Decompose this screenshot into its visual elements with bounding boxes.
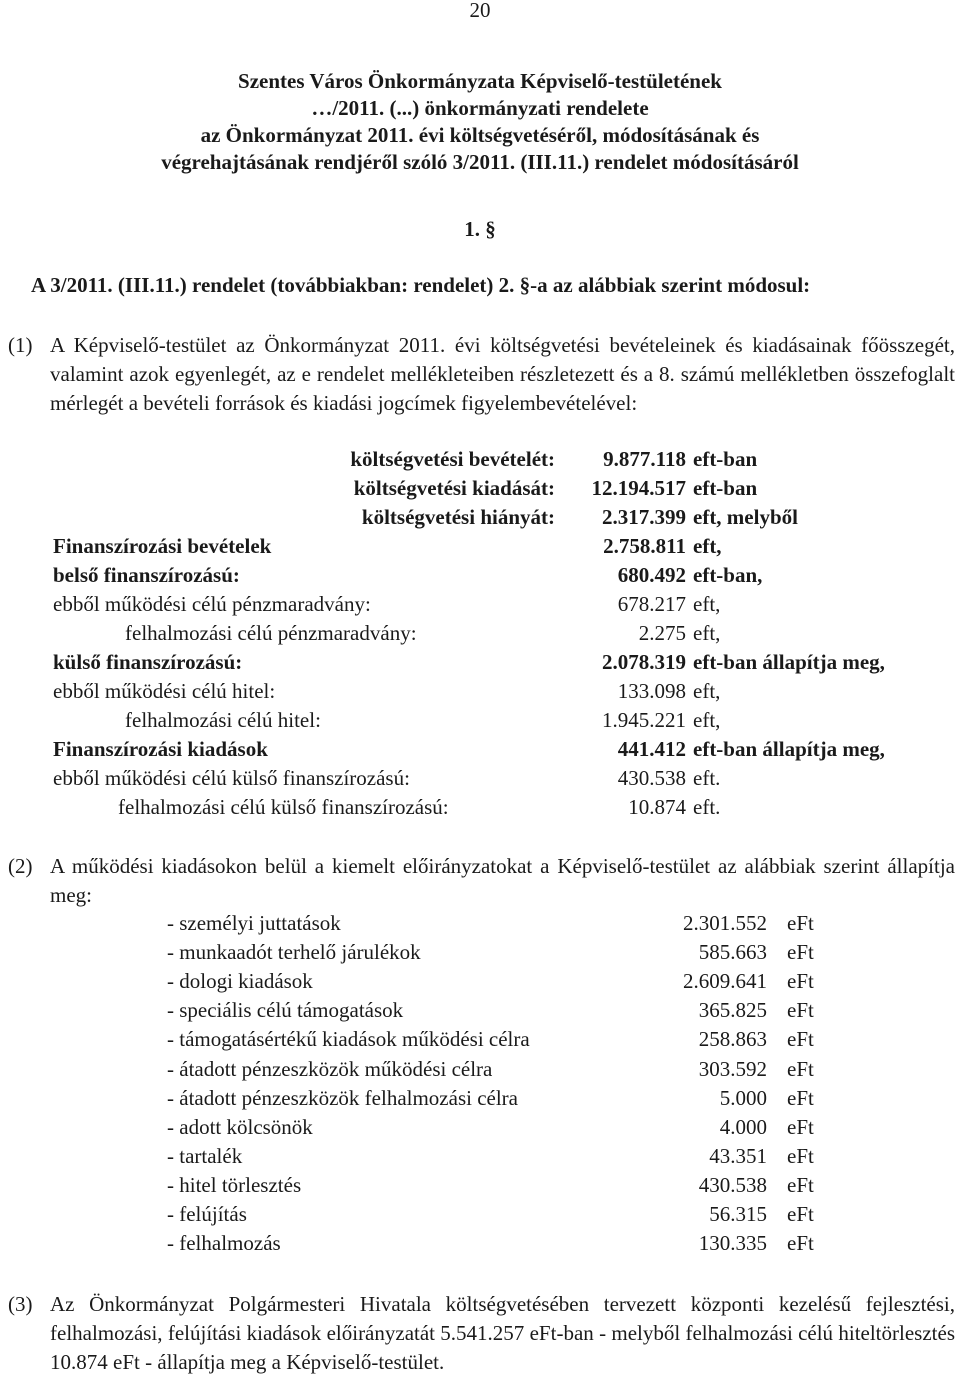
financing-unit: eft.: [693, 766, 721, 790]
financing-row: [0, 735, 960, 764]
appropriation-value: 2.301.552: [683, 911, 767, 935]
paragraph-1-number: (1): [8, 333, 33, 357]
appropriation-value: 4.000: [719, 1114, 767, 1139]
budget-label: költségvetési bevételét:: [350, 447, 555, 471]
financing-unit: eft,: [693, 621, 721, 645]
appropriation-value: 430.538: [698, 1172, 767, 1197]
appropriation-row: [0, 967, 960, 996]
appropriation-unit: eFt: [787, 1085, 814, 1110]
financing-row: [0, 561, 960, 590]
appropriation-value: 130.335: [698, 1231, 767, 1256]
financing-value: 133.098: [617, 679, 686, 703]
financing-unit: eft,: [693, 534, 722, 558]
financing-value: 678.217: [617, 592, 686, 616]
financing-row: [0, 677, 960, 706]
appropriation-label: - támogatásértékű kiadások működési célra: [167, 1027, 530, 1052]
financing-row: [0, 590, 960, 619]
financing-row: [0, 648, 960, 677]
appropriation-row: [0, 909, 960, 938]
financing-value: 680.492: [617, 563, 686, 587]
financing-value: 2.275: [638, 621, 686, 645]
appropriation-row: [0, 996, 960, 1025]
financing-value: 430.538: [617, 766, 686, 790]
appropriation-value: 303.592: [698, 1056, 767, 1081]
budget-value: 9.877.118: [603, 447, 686, 471]
financing-label: ebből működési célú hitel:: [53, 679, 276, 703]
appropriation-value: 258.863: [698, 1027, 767, 1052]
budget-label: költségvetési kiadását:: [353, 476, 555, 500]
appropriation-value: 5.000: [719, 1085, 767, 1110]
appropriation-row: [0, 1142, 960, 1171]
budget-unit: eft-ban: [693, 476, 758, 500]
financing-unit: eft-ban,: [693, 563, 763, 587]
financing-row: [0, 706, 960, 735]
appropriation-value: 365.825: [698, 998, 767, 1023]
appropriation-unit: eFt: [787, 1027, 814, 1052]
intro-sentence: A 3/2011. (III.11.) rendelet (továbbiakban: rendelet) 2. §-a az alábbiak szerint módosul:: [31, 273, 811, 297]
financing-label: Finanszírozási kiadások: [53, 737, 268, 761]
financing-unit: eft,: [693, 708, 721, 732]
financing-label: felhalmozási célú pénzmaradvány:: [125, 621, 417, 645]
paragraph-3-text: Az Önkormányzat Polgármesteri Hivatala költségvetésében tervezett központi kezelésű fejlesztési, felhalmozási, felújítási kiadások előirányzatát 5.541.257 eFt-ban - melyből felhalmozási célú hiteltörlesztés 10.874 eFt - állapítja meg a Képviselő-testület.: [50, 1292, 955, 1374]
budget-row: [0, 445, 960, 474]
title-line-3: az Önkormányzat 2011. évi költségvetéséről, módosításának és: [200, 123, 760, 147]
appropriation-value: 56.315: [709, 1202, 767, 1226]
financing-row: [0, 619, 960, 648]
appropriation-label: - tartalék: [167, 1143, 243, 1168]
paragraph-2-number: (2): [8, 854, 33, 878]
budget-value: 2.317.399: [602, 505, 686, 529]
appropriation-value: 43.351: [709, 1143, 767, 1168]
financing-label: külső finanszírozású:: [53, 650, 243, 674]
title-line-1: Szentes Város Önkormányzata Képviselő-testületének: [238, 69, 722, 93]
financing-value: 441.412: [617, 737, 686, 761]
budget-unit: eft-ban: [693, 447, 758, 471]
financing-row: [0, 532, 960, 561]
appropriation-row: [0, 1025, 960, 1054]
appropriation-label: - felhalmozás: [167, 1231, 281, 1256]
appropriation-row: [0, 1200, 960, 1229]
appropriation-unit: eFt: [787, 1114, 814, 1139]
financing-value: 2.758.811: [603, 534, 686, 558]
financing-label: Finanszírozási bevételek: [53, 534, 272, 558]
appropriation-unit: eFt: [787, 1143, 814, 1168]
appropriation-label: - átadott pénzeszközök felhalmozási célra: [167, 1085, 518, 1110]
appropriation-unit: eFt: [787, 1056, 814, 1081]
financing-row: [0, 793, 960, 822]
financing-value: 1.945.221: [602, 708, 686, 732]
appropriation-unit: eFt: [787, 969, 814, 994]
appropriation-row: [0, 938, 960, 967]
appropriation-label: - dologi kiadások: [167, 969, 313, 994]
financing-row: [0, 764, 960, 793]
appropriation-unit: eFt: [787, 998, 814, 1023]
appropriation-unit: eFt: [787, 1172, 814, 1197]
financing-label: felhalmozási célú külső finanszírozású:: [118, 795, 449, 819]
budget-label: költségvetési hiányát:: [361, 505, 555, 529]
appropriation-unit: eFt: [787, 1231, 814, 1256]
financing-unit: eft,: [693, 592, 721, 616]
appropriation-row: [0, 1055, 960, 1084]
financing-unit: eft.: [693, 795, 721, 819]
appropriation-label: - személyi juttatások: [167, 911, 341, 935]
title-line-4: végrehajtásának rendjéről szóló 3/2011. (III.11.) rendelet módosításáról: [161, 150, 799, 174]
appropriation-unit: eFt: [787, 911, 814, 935]
appropriation-label: - átadott pénzeszközök működési célra: [167, 1056, 493, 1081]
appropriation-row: [0, 1171, 960, 1200]
appropriation-label: - hitel törlesztés: [167, 1172, 302, 1197]
appropriation-unit: eFt: [787, 1202, 814, 1226]
budget-value: 12.194.517: [591, 476, 686, 500]
paragraph-1-text: A Képviselő-testület az Önkormányzat 2011. évi költségvetési bevételeinek és kiadásainak főösszegét, valamint azok egyenlegét, az e rendelet mellékleteiben részletezett és a 8. számú mellékletben összefoglalt mérlegét a bevételi források és kiadási jogcímek figyelembevételével:: [50, 333, 955, 415]
appropriation-value: 2.609.641: [683, 969, 767, 994]
appropriation-label: - adott kölcsönök: [167, 1114, 313, 1139]
appropriation-value: 585.663: [698, 940, 767, 965]
title-line-2: …/2011. (...) önkormányzati rendelete: [311, 96, 649, 120]
financing-label: ebből működési célú pénzmaradvány:: [53, 592, 371, 616]
appropriation-label: - speciális célú támogatások: [167, 998, 404, 1023]
appropriation-row: [0, 1084, 960, 1113]
financing-value: 10.874: [628, 795, 686, 819]
page-number: 20: [469, 0, 491, 22]
financing-label: felhalmozási célú hitel:: [125, 708, 321, 732]
appropriation-label: - felújítás: [167, 1202, 247, 1226]
appropriation-label: - munkaadót terhelő járulékok: [167, 940, 421, 965]
financing-unit: eft,: [693, 679, 721, 703]
financing-value: 2.078.319: [602, 650, 686, 674]
appropriation-unit: eFt: [787, 940, 814, 965]
budget-row: [0, 474, 960, 503]
paragraph-3-number: (3): [8, 1292, 33, 1316]
document-title: [0, 68, 960, 176]
financing-unit: eft-ban állapítja meg,: [693, 650, 885, 674]
budget-unit: eft, melyből: [693, 505, 798, 529]
appropriation-row: [0, 1229, 960, 1258]
section-heading: 1. §: [464, 217, 496, 241]
appropriation-row: [0, 1113, 960, 1142]
budget-row: [0, 503, 960, 532]
financing-unit: eft-ban állapítja meg,: [693, 737, 885, 761]
financing-label: ebből működési célú külső finanszírozású:: [53, 766, 410, 790]
paragraph-2-text: A működési kiadásokon belül a kiemelt előirányzatokat a Képviselő-testület az alábbiak szerint állapítja meg:: [50, 854, 955, 907]
financing-label: belső finanszírozású:: [53, 563, 240, 587]
